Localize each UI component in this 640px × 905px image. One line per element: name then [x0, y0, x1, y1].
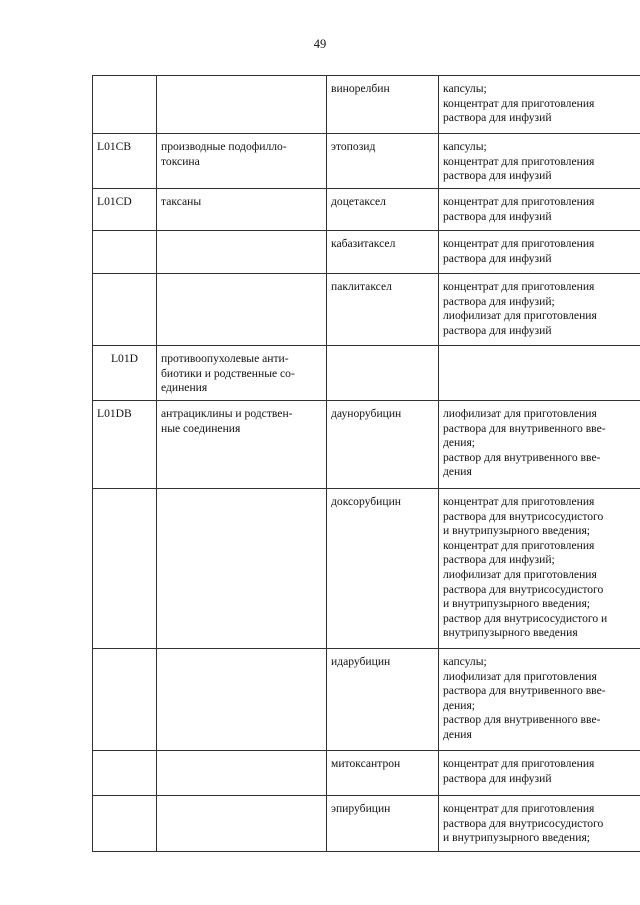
- table-row: [93, 649, 640, 751]
- drug-name-cell: кабазитаксел: [327, 231, 439, 274]
- table-row: [93, 274, 640, 346]
- group-name-cell: [157, 751, 327, 796]
- dosage-form-line: раствор для внутрисосудистого и: [443, 611, 608, 625]
- table-row: [93, 346, 640, 401]
- drug-name-cell: эпирубицин: [327, 796, 439, 852]
- group-name-cell: [157, 796, 327, 852]
- atc-code-cell: [93, 649, 157, 751]
- table-row: [93, 489, 640, 649]
- group-name-cell: [157, 76, 327, 134]
- dosage-form-cell: [439, 76, 640, 134]
- dosage-form-cell: [439, 231, 640, 274]
- dosage-form-line: концентрат для приготовления: [443, 237, 595, 250]
- table-row: [93, 76, 640, 134]
- group-name-cell: [157, 231, 327, 274]
- dosage-form-cell: [439, 751, 640, 796]
- table-row: [93, 751, 640, 796]
- dosage-form-line: концентрат для приготовления: [443, 195, 595, 208]
- group-name-line: ные соединения: [161, 421, 241, 435]
- table-body: [93, 76, 640, 852]
- table-row: [93, 796, 640, 852]
- dosage-form-line: капсулы;: [443, 655, 487, 668]
- group-name-line: биотики и родственные со-: [161, 366, 295, 380]
- dosage-form-cell: [439, 134, 640, 189]
- group-name-cell: [157, 189, 327, 231]
- drug-name-cell: винорелбин: [327, 76, 439, 134]
- dosage-form-cell: [439, 274, 640, 346]
- dosage-form-line: внутрипузырного введения: [443, 626, 578, 640]
- group-name-line: токсина: [161, 154, 200, 168]
- group-name-cell: [157, 401, 327, 489]
- dosage-form-line: концентрат для приготовления: [443, 757, 595, 770]
- group-name-cell: [157, 134, 327, 189]
- dosage-form-line: раствора для внутривенного вве-: [443, 684, 606, 698]
- group-name-cell: [157, 274, 327, 346]
- drug-name-cell: паклитаксел: [327, 274, 439, 346]
- dosage-form-cell: [439, 796, 640, 852]
- drug-name-cell: даунорубицин: [327, 401, 439, 489]
- dosage-form-line: капсулы;: [443, 82, 487, 95]
- group-name-line: противоопухолевые анти-: [161, 352, 289, 365]
- dosage-form-line: концентрат для приготовления: [443, 538, 595, 552]
- atc-code-cell: L01CB: [93, 134, 157, 189]
- dosage-form-cell: [439, 401, 640, 489]
- atc-code-cell: [93, 796, 157, 852]
- dosage-form-line: лиофилизат для приготовления: [443, 309, 597, 323]
- group-name-cell: [157, 489, 327, 649]
- dosage-form-line: раствора для инфузий: [443, 111, 552, 125]
- drug-name-cell: доксорубицин: [327, 489, 439, 649]
- dosage-form-line: концентрат для приготовления: [443, 154, 595, 168]
- drug-name-cell: митоксантрон: [327, 751, 439, 796]
- dosage-form-line: и внутрипузырного введения;: [443, 524, 590, 538]
- dosage-form-line: раствора для инфузий: [443, 251, 552, 265]
- dosage-form-line: концентрат для приготовления: [443, 802, 595, 815]
- dosage-form-line: концентрат для приготовления: [443, 495, 595, 508]
- drug-name-cell: [327, 346, 439, 401]
- drug-name-cell: идарубицин: [327, 649, 439, 751]
- dosage-form-line: раствора для инфузий;: [443, 294, 555, 308]
- dosage-form-line: раствора для инфузий: [443, 771, 552, 785]
- dosage-form-cell: [439, 346, 640, 401]
- dosage-form-line: дения: [443, 727, 472, 741]
- table-row: [93, 134, 640, 189]
- atc-code-cell: [93, 76, 157, 134]
- dosage-form-line: раствора для внутривенного вве-: [443, 421, 606, 435]
- dosage-form-line: раствора для внутрисосудистого: [443, 582, 604, 596]
- table-row: [93, 401, 640, 489]
- group-name-cell: [157, 346, 327, 401]
- group-name-line: единения: [161, 381, 208, 395]
- dosage-form-line: концентрат для приготовления: [443, 280, 595, 293]
- drug-table: [92, 75, 640, 852]
- dosage-form-line: лиофилизат для приготовления: [443, 669, 597, 683]
- dosage-form-line: и внутрипузырного введения;: [443, 597, 590, 611]
- drug-name-cell: этопозид: [327, 134, 439, 189]
- table-row: [93, 189, 640, 231]
- dosage-form-line: раствора для инфузий;: [443, 553, 555, 567]
- dosage-form-line: дения;: [443, 436, 476, 450]
- dosage-form-line: раствор для внутривенного вве-: [443, 713, 601, 727]
- atc-code-cell: L01CD: [93, 189, 157, 231]
- group-name-cell: [157, 649, 327, 751]
- dosage-form-line: раствора для инфузий: [443, 209, 552, 223]
- dosage-form-cell: [439, 489, 640, 649]
- dosage-form-line: дения: [443, 465, 472, 479]
- page-number: 49: [313, 37, 327, 51]
- atc-code-cell: [93, 489, 157, 649]
- group-name-line: антрациклины и родствен-: [161, 407, 293, 420]
- atc-code-cell: [93, 751, 157, 796]
- dosage-form-line: раствора для внутрисосудистого: [443, 816, 604, 830]
- dosage-form-line: лиофилизат для приготовления: [443, 567, 597, 581]
- dosage-form-line: дения;: [443, 698, 476, 712]
- table-row: [93, 231, 640, 274]
- atc-code-cell: L01D: [93, 346, 157, 401]
- dosage-form-line: концентрат для приготовления: [443, 96, 595, 110]
- dosage-form-line: и внутрипузырного введения;: [443, 831, 590, 845]
- dosage-form-line: раствор для внутривенного вве-: [443, 450, 601, 464]
- dosage-form-line: капсулы;: [443, 140, 487, 153]
- group-name-line: производные подофилло-: [161, 140, 287, 153]
- dosage-form-line: раствора для внутрисосудистого: [443, 509, 604, 523]
- dosage-form-line: лиофилизат для приготовления: [443, 407, 597, 420]
- dosage-form-line: раствора для инфузий: [443, 323, 552, 337]
- dosage-form-line: раствора для инфузий: [443, 169, 552, 183]
- drug-name-cell: доцетаксел: [327, 189, 439, 231]
- dosage-form-cell: [439, 189, 640, 231]
- atc-code-cell: [93, 231, 157, 274]
- group-name-line: таксаны: [161, 195, 202, 208]
- atc-code-cell: L01DB: [93, 401, 157, 489]
- dosage-form-cell: [439, 649, 640, 751]
- atc-code-cell: [93, 274, 157, 346]
